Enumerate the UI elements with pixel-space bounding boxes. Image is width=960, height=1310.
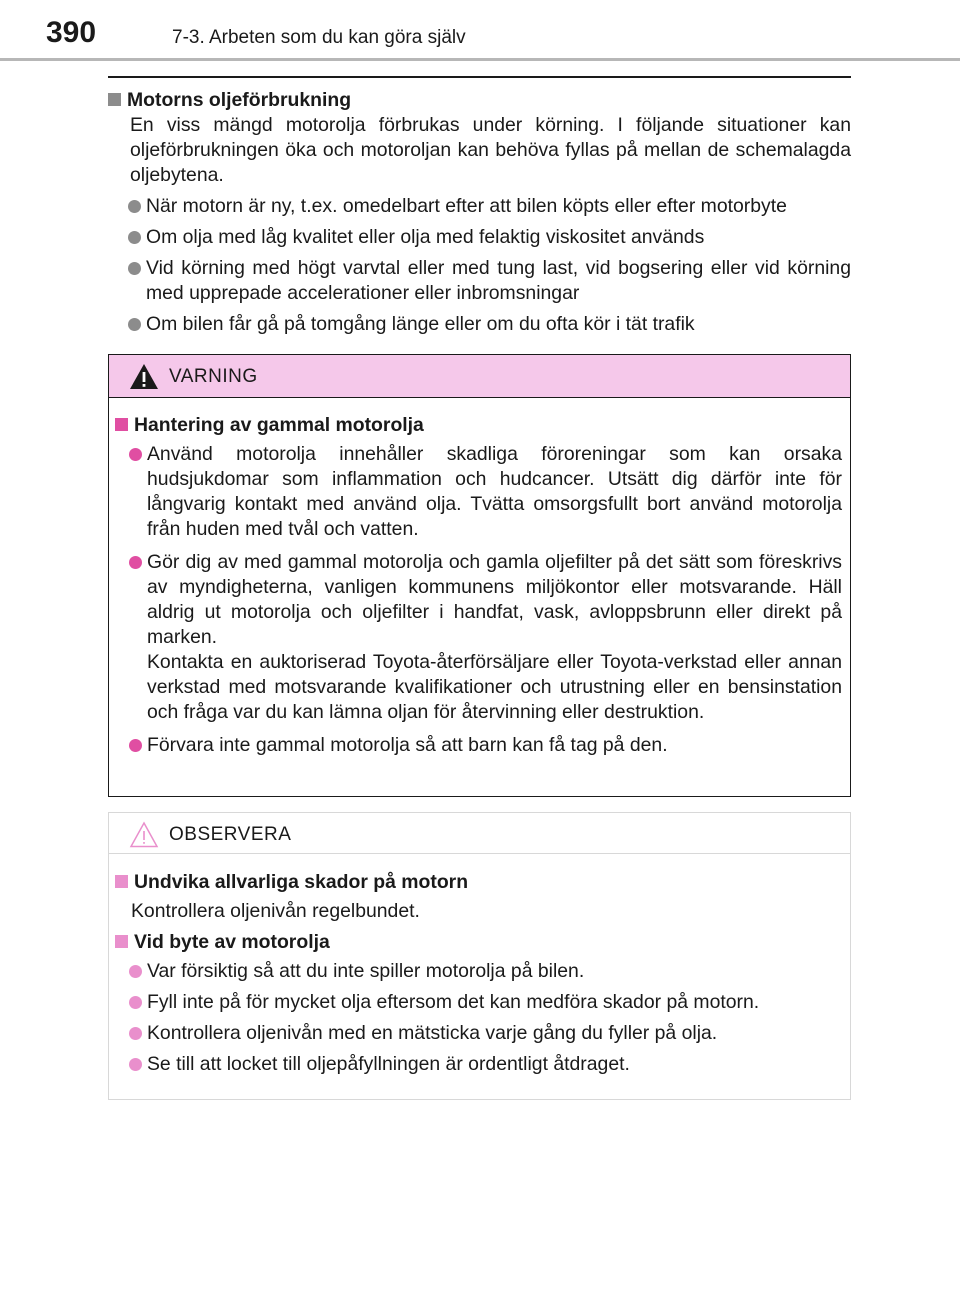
warning-title: VARNING — [169, 366, 258, 387]
bullet-dot-icon — [129, 996, 142, 1009]
square-bullet-icon — [115, 935, 128, 948]
warning-triangle-icon — [129, 363, 159, 390]
square-bullet-icon — [115, 875, 128, 888]
square-bullet-icon — [108, 93, 121, 106]
bullet-dot-icon — [129, 556, 142, 569]
bullet-dot-icon — [129, 1058, 142, 1071]
list-item: Vid körning med högt varvtal eller med tung last, vid bogsering eller vid körning med upprepade accelerationer eller inbromsningar — [108, 256, 851, 306]
notice-paragraph: Kontrollera oljenivån regelbundet. — [131, 900, 420, 922]
chapter-title: 7-3. Arbeten som du kan göra själv — [172, 27, 466, 48]
list-item: Fyll inte på för mycket olja eftersom det kan medföra skador på motorn. — [109, 990, 842, 1015]
warning-body — [109, 413, 850, 758]
notice-body — [109, 870, 850, 1077]
section-paragraph: En viss mängd motorolja förbrukas under körning. I följande situationer kan oljeförbrukningen öka och motoroljan kan behöva fyllas på mellan de schemalagda oljebytena. — [130, 114, 851, 186]
warning-box — [108, 354, 851, 797]
list-item: Se till att locket till oljepåfyllningen är ordentligt åtdraget. — [109, 1052, 842, 1077]
list-item: Kontrollera oljenivån med en mätsticka varje gång du fyller på olja. — [109, 1021, 842, 1046]
page-header — [0, 0, 960, 80]
bullet-dot-icon — [129, 448, 142, 461]
bullet-dot-icon — [129, 739, 142, 752]
list-item: När motorn är ny, t.ex. omedelbart efter att bilen köpts eller efter motorbyte — [108, 194, 851, 219]
caution-outline-triangle-icon — [129, 821, 159, 848]
bullet-dot-icon — [128, 200, 141, 213]
bullet-dot-icon — [129, 965, 142, 978]
bullet-dot-icon — [128, 231, 141, 244]
header-divider-top — [0, 58, 960, 61]
list-item-continuation: Kontakta en auktoriserad Toyota-återförsäljare eller Toyota-verkstad eller annan verkstad med motsvarande kvalifikationer och utrustning eller en bensinstation och fråga var du kan lämna oljan för återvinning eller destruktion. — [147, 651, 842, 723]
list-item: Var försiktig så att du inte spiller motorolja på bilen. — [109, 959, 842, 984]
list-item: Gör dig av med gammal motorolja och gamla oljefilter på det sätt som föreskrivs av myndigheterna, vanligen kommunens miljökontor eller motsvarande. Häll aldrig ut motorolja och oljefilter i handfat, vask, avloppsbrunn eller direkt på marken. — [109, 550, 842, 650]
list-item: Använd motorolja innehåller skadliga föroreningar som kan orsaka hudsjukdomar som inflammation och hudcancer. Utsätt dig därför inte för långvarig kontakt med använd olja. Tvätta omsorgsfullt bort använd motorolja från huden med tvål och vatten. — [109, 442, 842, 542]
notice-title: OBSERVERA — [169, 824, 292, 845]
notice-header — [109, 813, 850, 854]
warning-heading: Hantering av gammal motorolja — [115, 413, 850, 438]
bullet-dot-icon — [128, 318, 141, 331]
notice-heading-1: Undvika allvarliga skador på motorn — [115, 870, 850, 895]
list-item: Om olja med låg kvalitet eller olja med felaktig viskositet används — [108, 225, 851, 250]
notice-box — [108, 812, 851, 1100]
section-heading: Motorns oljeförbrukning — [108, 88, 851, 113]
list-item: Förvara inte gammal motorolja så att barn kan få tag på den. — [109, 733, 842, 758]
warning-header — [109, 355, 850, 398]
bullet-dot-icon — [128, 262, 141, 275]
page-number: 390 — [46, 16, 97, 49]
header-divider — [108, 76, 851, 78]
list-item: Om bilen får gå på tomgång länge eller om du ofta kör i tät trafik — [108, 312, 851, 337]
bullet-dot-icon — [129, 1027, 142, 1040]
oil-consumption-section — [108, 88, 851, 337]
notice-heading-2: Vid byte av motorolja — [115, 930, 850, 955]
square-bullet-icon — [115, 418, 128, 431]
